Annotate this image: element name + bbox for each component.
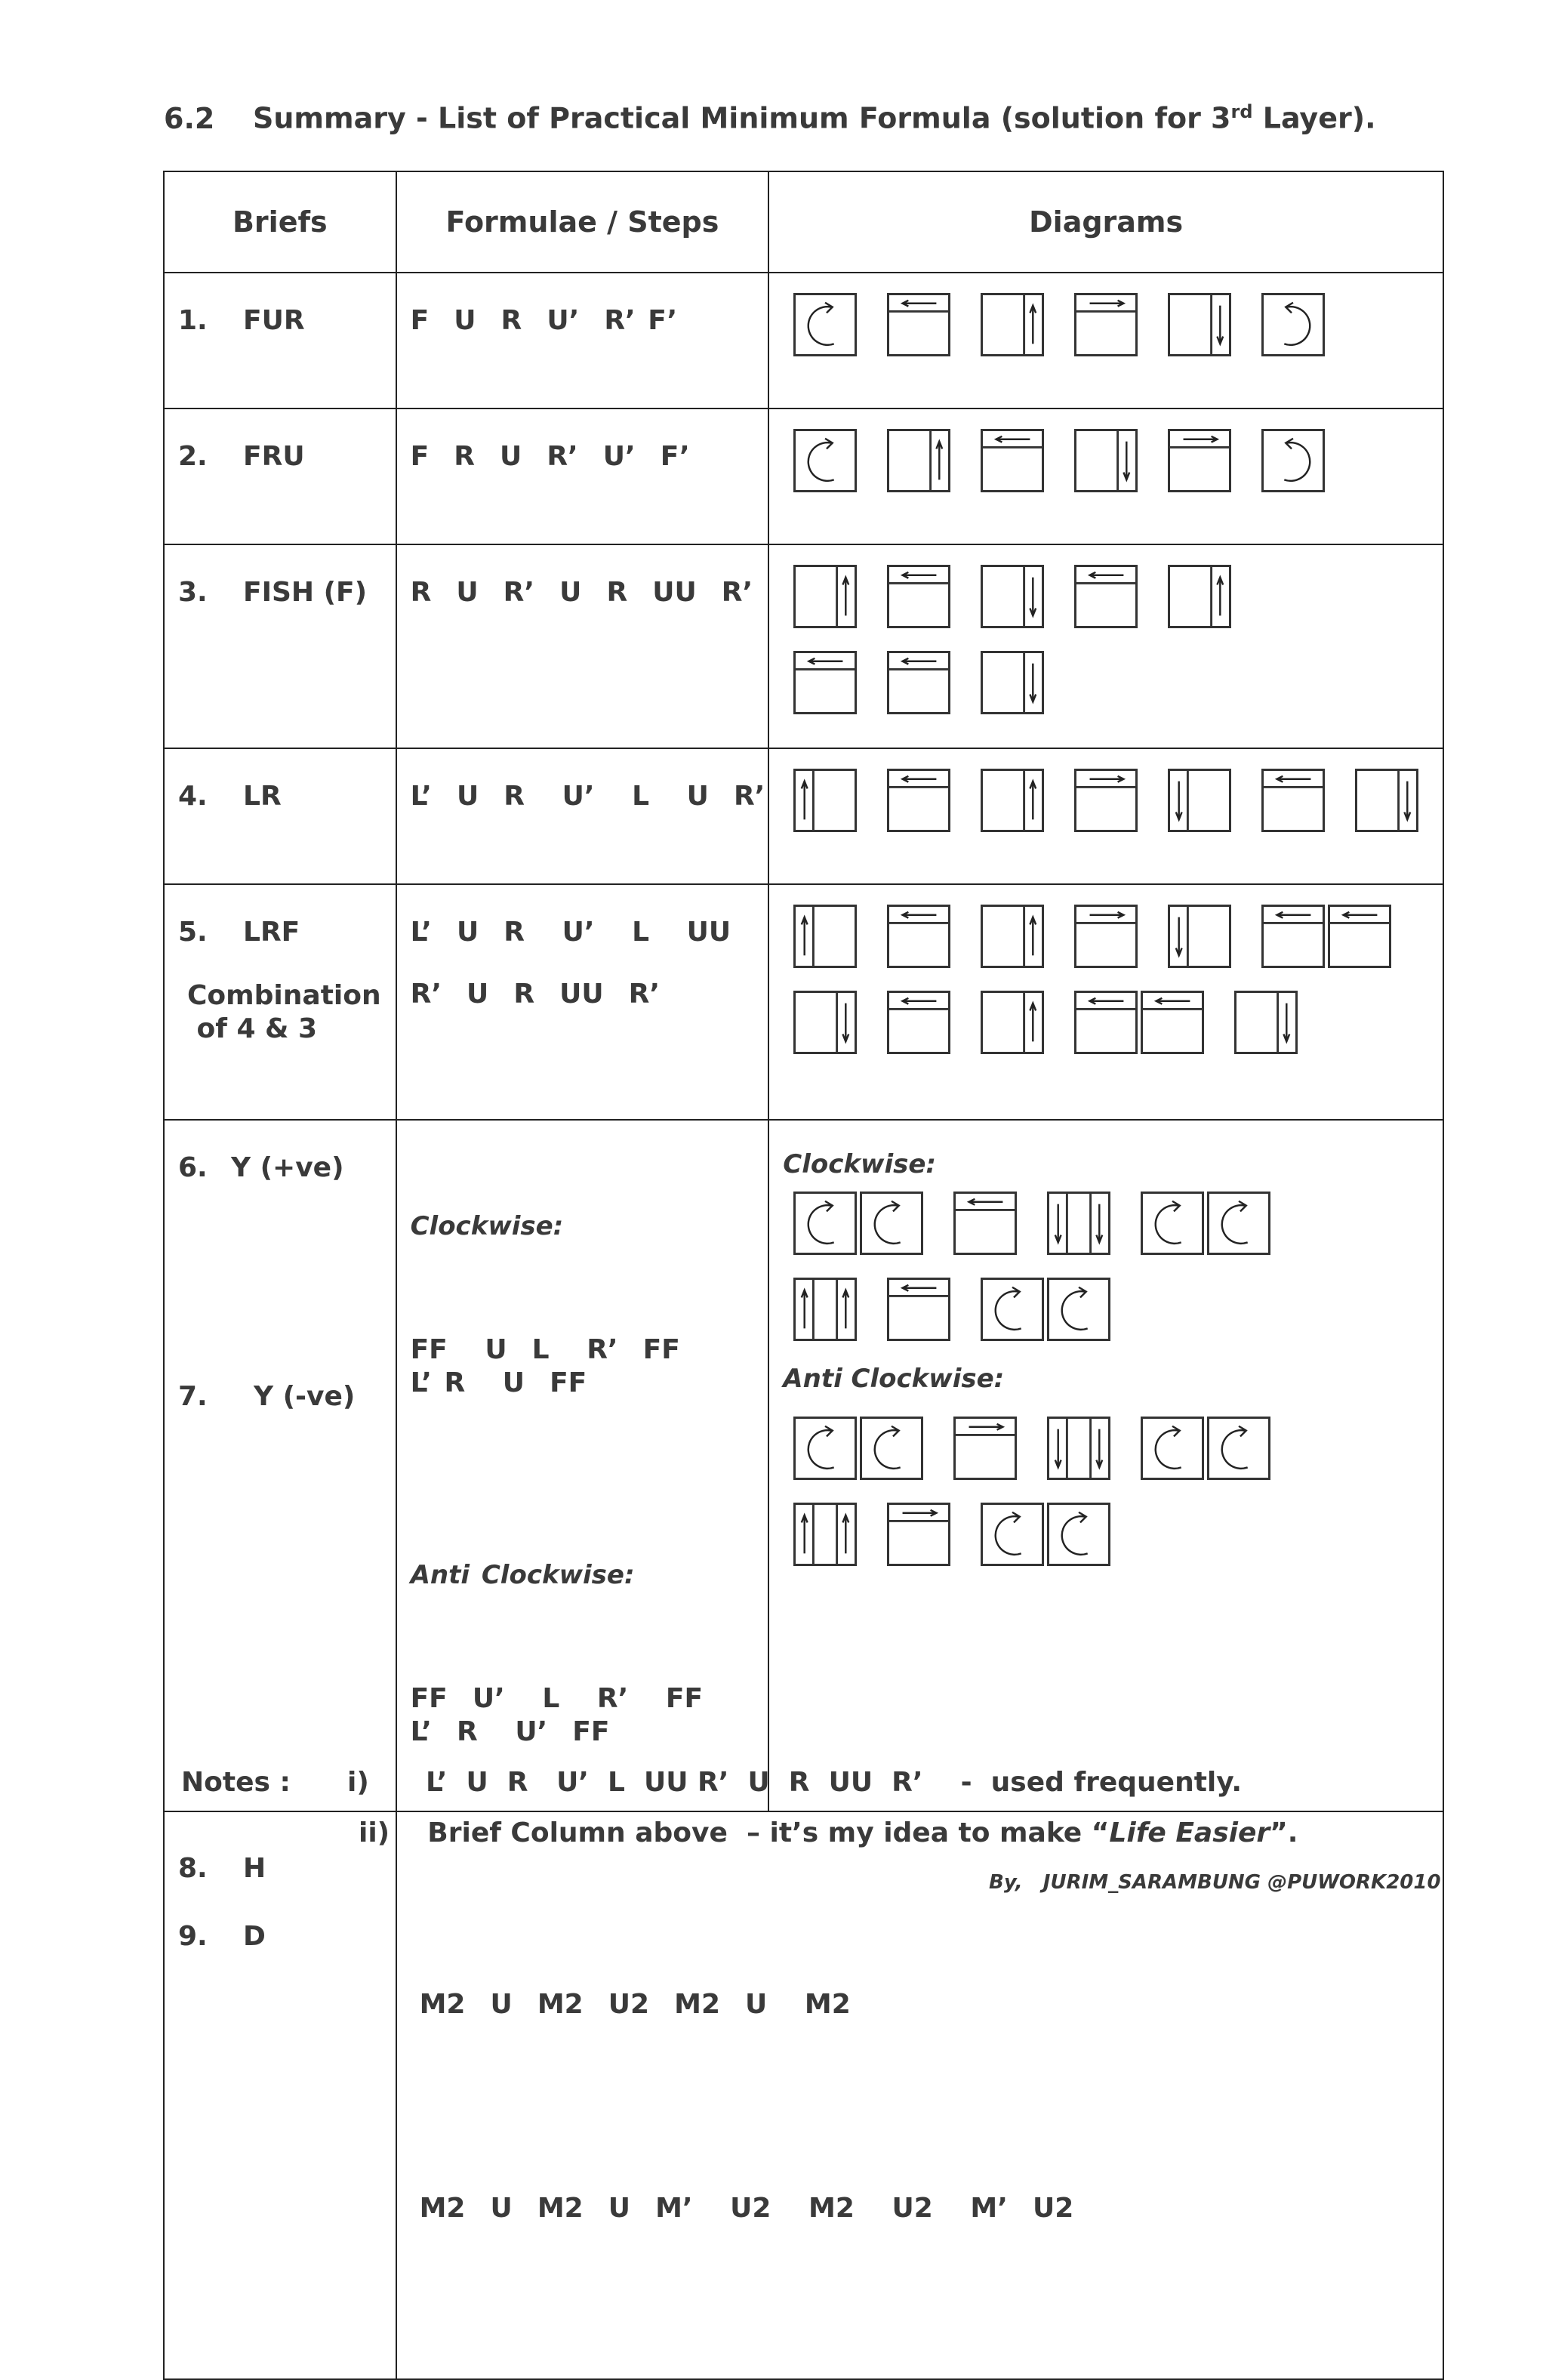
diagram-group: [887, 293, 950, 356]
diagram-group: [981, 1278, 1110, 1341]
clockwise-turn-icon: [793, 1192, 857, 1255]
formula-cell: L’ U R U’ L UU R’ U R UU R’: [396, 884, 769, 1120]
brief-cell: [164, 408, 396, 544]
diagram-group: [793, 769, 857, 832]
diagram-group: [981, 651, 1044, 714]
diagram-group: [887, 565, 950, 628]
diagram-row: [793, 1417, 1443, 1480]
formula-cell: [396, 1811, 1443, 2379]
top-left-arrow-icon: [1141, 991, 1204, 1054]
diagram-group: [793, 293, 857, 356]
top-left-arrow-icon: [1261, 905, 1325, 968]
top-left-arrow-icon: [887, 293, 950, 356]
top-left-arrow-icon: [1074, 991, 1138, 1054]
row-3: [164, 544, 1443, 748]
diagram-group: [887, 429, 950, 492]
row-number: 2.: [178, 441, 208, 472]
notes-i-marker: i): [347, 1767, 369, 1798]
anticlockwise-diagrams: [783, 1417, 1443, 1566]
row-5: [164, 884, 1443, 1120]
row-number: 1.: [178, 305, 208, 336]
diagram-group: [1261, 293, 1325, 356]
right-down-arrow-icon: [981, 565, 1044, 628]
row-2: [164, 408, 1443, 544]
diagram-row: [793, 293, 1443, 356]
header-row: [164, 171, 1443, 273]
diagram-group: [793, 565, 857, 628]
diagram-group: [981, 1503, 1110, 1566]
clockwise-turn-icon: [793, 429, 857, 492]
clockwise-turn-icon: [1207, 1417, 1270, 1480]
diagram-group: [1168, 293, 1231, 356]
clockwise-formula: FF U L R’ FF L’ R U FF: [410, 1334, 680, 1398]
right-up-arrow-icon: [793, 565, 857, 628]
diagram-row: [793, 991, 1443, 1054]
top-right-arrow-icon: [1074, 905, 1138, 968]
top-right-arrow-icon: [1074, 769, 1138, 832]
row-1: [164, 273, 1443, 408]
clockwise-turn-icon: [860, 1192, 923, 1255]
clockwise-turn-icon: [793, 1417, 857, 1480]
diagram-group: [953, 1192, 1017, 1255]
row-4: [164, 748, 1443, 884]
diagram-group: [1168, 769, 1231, 832]
brief-cell: [164, 1120, 396, 1811]
right-down-arrow-icon: [1355, 769, 1418, 832]
diagram-row: [793, 429, 1443, 492]
top-left-arrow-icon: [981, 429, 1044, 492]
right-up-arrow-icon: [981, 905, 1044, 968]
heading-text: Summary - List of Practical Minimum Formula (solution for 3: [253, 101, 1231, 135]
diagram-group: [1168, 565, 1231, 628]
right-down-arrow-icon: [1074, 429, 1138, 492]
right-down-arrow-icon: [1234, 991, 1298, 1054]
heading-sup: rd: [1230, 101, 1253, 122]
left-down-arrow-icon: [1168, 905, 1231, 968]
byline: By, JURIM_SARAMBUNG @PUWORK2010: [989, 1871, 1441, 1894]
right-up-arrow-icon: [1168, 565, 1231, 628]
diagram-group: [981, 429, 1044, 492]
right-down-arrow-icon: [1168, 293, 1231, 356]
diagram-group: [793, 1503, 857, 1566]
top-left-arrow-icon: [887, 905, 950, 968]
row-number: 4.: [178, 781, 208, 812]
diagram-group: [1168, 429, 1231, 492]
top-right-arrow-icon: [953, 1417, 1017, 1480]
diagram-group: [1047, 1417, 1110, 1480]
brief-cell: [164, 748, 396, 884]
right-up-arrow-icon: [887, 429, 950, 492]
clockwise-turn-icon: [793, 293, 857, 356]
row-number: 6.: [178, 1152, 208, 1183]
anticlockwise-turn-icon: [1261, 293, 1325, 356]
clockwise-diagrams: [783, 1192, 1443, 1341]
diagram-group: [1074, 991, 1204, 1054]
brief-cell: [164, 544, 396, 748]
top-right-arrow-icon: [887, 1503, 950, 1566]
diagram-cell: [768, 748, 1443, 884]
diagram-group: [981, 293, 1044, 356]
diagram-group: [793, 651, 857, 714]
diagram-group: [1141, 1192, 1270, 1255]
diagram-row: [793, 769, 1443, 832]
diagram-group: [887, 651, 950, 714]
row-number: 5.: [178, 917, 208, 948]
diagram-group: [1074, 905, 1138, 968]
right-up-arrow-icon: [981, 991, 1044, 1054]
notes-ii-end: ”.: [1270, 1817, 1298, 1848]
diagram-group: [793, 905, 857, 968]
formula-cell: L’ U R U’ L U R’: [396, 748, 769, 884]
clockwise-turn-icon: [1047, 1503, 1110, 1566]
notes-line-2: [359, 1817, 1298, 1848]
row-8-9: [164, 1811, 1443, 2379]
clockwise-turn-icon: [1047, 1278, 1110, 1341]
notes-line-1: [181, 1767, 1242, 1798]
double-down-arrow-icon: [1047, 1192, 1110, 1255]
brief-cell: [164, 273, 396, 408]
brief-label: D: [243, 1921, 266, 1952]
brief-label: Y (-ve): [254, 1381, 356, 1412]
combination-note: Combination of 4 & 3: [187, 980, 381, 1044]
clockwise-turn-icon: [1141, 1192, 1204, 1255]
diagram-cell: [768, 544, 1443, 748]
anticlockwise-diagram-label: Anti Clockwise:: [783, 1364, 1005, 1394]
left-up-arrow-icon: [793, 769, 857, 832]
clockwise-label: Clockwise:: [410, 1211, 564, 1241]
anticlockwise-formula: FF U’ L R’ FF L’ R U’ FF: [410, 1683, 704, 1747]
diagram-group: [1074, 769, 1138, 832]
diagram-group: [887, 905, 950, 968]
notes-ii-marker: ii): [359, 1817, 390, 1848]
diagram-group: [953, 1417, 1017, 1480]
diagram-cell: [768, 884, 1443, 1120]
diagram-group: [981, 991, 1044, 1054]
top-right-arrow-icon: [1074, 293, 1138, 356]
brief-label: FISH (F): [243, 577, 368, 608]
top-left-arrow-icon: [1261, 769, 1325, 832]
diagram-group: [1047, 1192, 1110, 1255]
top-left-arrow-icon: [887, 651, 950, 714]
clockwise-turn-icon: [981, 1503, 1044, 1566]
diagram-row: [793, 905, 1443, 968]
top-right-arrow-icon: [1168, 429, 1231, 492]
clockwise-turn-icon: [981, 1278, 1044, 1341]
diagram-group: [793, 1278, 857, 1341]
top-left-arrow-icon: [1074, 565, 1138, 628]
diagram-row: [793, 565, 1443, 628]
heading-number: 6.2: [164, 101, 215, 135]
diagram-group: [981, 769, 1044, 832]
diagram-group: [1261, 905, 1391, 968]
double-down-arrow-icon: [1047, 1417, 1110, 1480]
anticlockwise-label: Anti Clockwise:: [410, 1560, 635, 1590]
formula-table: [163, 171, 1444, 2380]
top-left-arrow-icon: [887, 1278, 950, 1341]
double-up-arrow-icon: [793, 1278, 857, 1341]
diagram-cell: [768, 408, 1443, 544]
right-up-arrow-icon: [981, 769, 1044, 832]
top-left-arrow-icon: [887, 769, 950, 832]
brief-cell: [164, 884, 396, 1120]
diagram-group: [1168, 905, 1231, 968]
anticlockwise-turn-icon: [1261, 429, 1325, 492]
brief-cell: [164, 1811, 396, 2379]
brief-label: FUR: [243, 305, 305, 336]
clockwise-turn-icon: [1141, 1417, 1204, 1480]
diagram-row: [793, 1192, 1443, 1255]
brief-label: H: [243, 1853, 266, 1884]
diagram-group: [793, 991, 857, 1054]
notes-label: Notes :: [181, 1767, 291, 1798]
diagram-group: [793, 1417, 923, 1480]
left-up-arrow-icon: [793, 905, 857, 968]
diagram-group: [1355, 769, 1418, 832]
page-heading: [164, 101, 1376, 135]
row-number: 8.: [178, 1853, 208, 1884]
diagram-group: [887, 991, 950, 1054]
left-down-arrow-icon: [1168, 769, 1231, 832]
diagram-group: [1141, 1417, 1270, 1480]
top-left-arrow-icon: [887, 565, 950, 628]
formula-d: M2 U M2 U M’ U2 M2 U2 M’ U2: [419, 2193, 1074, 2224]
diagram-group: [1074, 429, 1138, 492]
formula-cell: [396, 1120, 769, 1811]
diagram-group: [981, 565, 1044, 628]
formula-cell: F R U R’ U’ F’: [396, 408, 769, 544]
notes-ii-italic: Life Easier: [1109, 1817, 1270, 1848]
clockwise-turn-icon: [1207, 1192, 1270, 1255]
right-up-arrow-icon: [981, 293, 1044, 356]
diagram-cell: [768, 273, 1443, 408]
col-header-briefs: Briefs: [164, 171, 396, 273]
top-left-arrow-icon: [887, 991, 950, 1054]
diagram-group: [793, 1192, 923, 1255]
row-6-7: [164, 1120, 1443, 1811]
formula-cell: R U R’ U R UU R’: [396, 544, 769, 748]
col-header-diagrams: Diagrams: [768, 171, 1443, 273]
diagram-cell: [768, 1120, 1443, 1811]
col-header-formulae: Formulae / Steps: [396, 171, 769, 273]
top-left-arrow-icon: [1328, 905, 1391, 968]
diagram-group: [887, 1503, 950, 1566]
heading-tail: Layer).: [1252, 101, 1376, 135]
diagram-group: [1261, 769, 1325, 832]
top-left-arrow-icon: [953, 1192, 1017, 1255]
right-down-arrow-icon: [793, 991, 857, 1054]
diagram-group: [981, 905, 1044, 968]
top-left-arrow-icon: [793, 651, 857, 714]
diagram-group: [1234, 991, 1298, 1054]
diagram-row: [793, 1278, 1443, 1341]
diagram-row: [793, 651, 1443, 714]
row-number: 3.: [178, 577, 208, 608]
diagram-group: [1074, 565, 1138, 628]
diagram-group: [1074, 293, 1138, 356]
diagram-group: [793, 429, 857, 492]
brief-label: LRF: [243, 917, 300, 948]
brief-label: Y (+ve): [231, 1152, 344, 1183]
notes-i-text: L’ U R U’ L UU R’ U R UU R’ - used frequently.: [426, 1767, 1243, 1798]
clockwise-turn-icon: [860, 1417, 923, 1480]
diagram-group: [1261, 429, 1325, 492]
row-number: 7.: [178, 1381, 208, 1412]
row-number: 9.: [178, 1921, 208, 1952]
clockwise-diagram-label: Clockwise:: [783, 1149, 936, 1179]
right-down-arrow-icon: [981, 651, 1044, 714]
diagram-group: [887, 769, 950, 832]
notes-ii-text: Brief Column above – it’s my idea to make “: [427, 1817, 1110, 1848]
brief-label: FRU: [243, 441, 305, 472]
diagram-row: [793, 1503, 1443, 1566]
formula-cell: F U R U’ R’ F’: [396, 273, 769, 408]
brief-label: LR: [243, 781, 282, 812]
diagram-group: [887, 1278, 950, 1341]
double-up-arrow-icon: [793, 1503, 857, 1566]
formula-h: M2 U M2 U2 M2 U M2: [419, 1989, 851, 2020]
